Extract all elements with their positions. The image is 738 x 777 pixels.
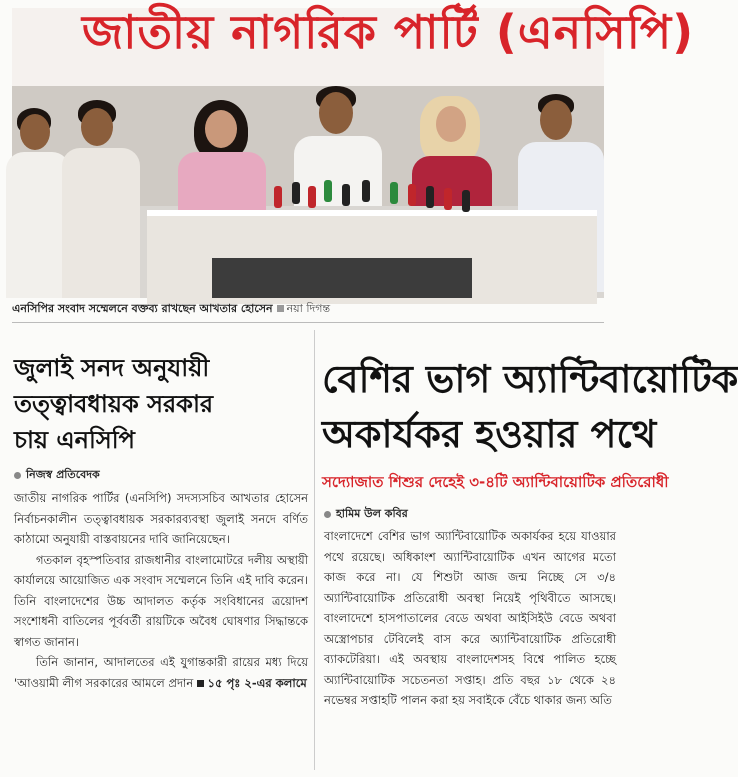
microphone [408,184,416,206]
party-banner [12,5,695,86]
square-bullet-icon [277,305,284,312]
byline-text: হামিম উল কবির [336,507,408,520]
right-byline [324,505,408,524]
caption-text: এনসিপির সংবাদ সম্মেলনে বক্তব্য রাখছেন আখতার হোসেন [12,302,273,315]
press-conference-photo [12,5,695,298]
headline-line: বেশির ভাগ অ্যান্টিবায়োটিক [322,357,738,401]
photo-credit: নয়া দিগন্ত [286,302,331,315]
bullet-icon [324,511,331,518]
microphone [274,186,282,208]
right-article-body: বাংলাদেশে বেশির ভাগ অ্যান্টিবায়োটিক অকার্যকর হয়ে যাওয়ার পথে রয়েছে। অধিকাংশ অ্যান্টিবায়োটিক এখন আগের মতো কাজ করে না। যে শিশুটা আজ জন্ম নিচ্ছে সে ৩/৪ অ্যান্টিবায়োটিক প্রতিরোধী অবস্থা নিয়েই পৃথিবীতে আসছে। বাংলাদেশে হাসপাতালের বেডে অথবা আইসিইউ বেডে অথবা অস্ত্রোপচার টেবিলেই বাস করে অ্যান্টিবায়োটিক প্রতিরোধী ব্যাকটেরিয়া। এই অবস্থায় বাংলাদেশসহ বিশ্বে পালিত হচ্ছে অ্যান্টিবায়োটিক সচেতনতা সপ্তাহ। প্রতি বছর ১৮ থেকে ২৪ নভেম্বর সপ্তাহটি পালন করা হয় সবাইকে বেঁচে থাকার জন্য অতি [324,529,616,707]
headline-line: তত্ত্বাবধায়ক সরকার [14,390,214,418]
photo-caption [12,300,330,319]
microphone [390,182,398,204]
paragraph-text: তিনি জানান, আদালতের এই যুগান্তকারী রায়ের মধ্য দিয়ে 'আওয়ামী লীগ সরকারের আমলে প্রদান [14,655,308,690]
left-headline[interactable] [14,350,314,458]
right-headline[interactable] [322,352,738,462]
microphone [342,184,350,206]
microphone [324,180,332,202]
microphone [426,186,434,208]
microphone [308,186,316,208]
paragraph: জাতীয় নাগরিক পার্টির (এনসিপি) সদস্যসচিব আখতার হোসেন নির্বাচনকালীন তত্ত্বাবধায়ক সরকারব্যবস্থা জুলাই সনদে বর্ণিত কাঠামো অনুযায়ী বাস্তবায়নের দাবি জানিয়েছেন। [14,491,308,546]
paragraph: গতকাল বৃহস্পতিবার রাজধানীর বাংলামোটরে দলীয় অস্থায়ী কার্যালয়ে আয়োজিত এক সংবাদ সম্মেলনে তিনি এই দাবি করেন। তিনি বাংলাদেশের উচ্চ আদালত কর্তৃক সংবিধানের ত্রয়োদশ সংশোধনী বাতিলের পূর্ববর্তী রায়টিকে অবৈধ ঘোষণার সিদ্ধান্তকে স্বাগত জানান। [14,552,308,649]
microphone [362,180,370,202]
continuation-link[interactable]: ১৫ পৃঃ ২-এর কলামে [207,675,307,690]
square-bullet-icon [197,680,204,687]
column-rule [314,330,315,770]
bullet-icon [14,472,21,479]
paragraph [14,652,308,693]
byline-text: নিজস্ব প্রতিবেদক [26,468,100,481]
section-divider [12,322,604,323]
table-panel [212,258,472,298]
banner-text: জাতীয় নাগরিক পার্টি (এনসিপি) [82,5,695,59]
headline-line: জুলাই সনদ অনুযায়ী [14,354,210,382]
microphone [292,182,300,204]
left-byline [14,466,100,485]
right-subheadline: সদ্যোজাত শিশুর দেহেই ৩-৪টি অ্যান্টিবায়োটিক প্রতিরোধী [322,473,669,491]
headline-line: অকার্যকর হওয়ার পথে [322,412,657,456]
microphone [462,190,470,212]
headline-line: চায় এনসিপি [14,426,135,454]
microphone [444,188,452,210]
left-article-body [14,488,308,693]
